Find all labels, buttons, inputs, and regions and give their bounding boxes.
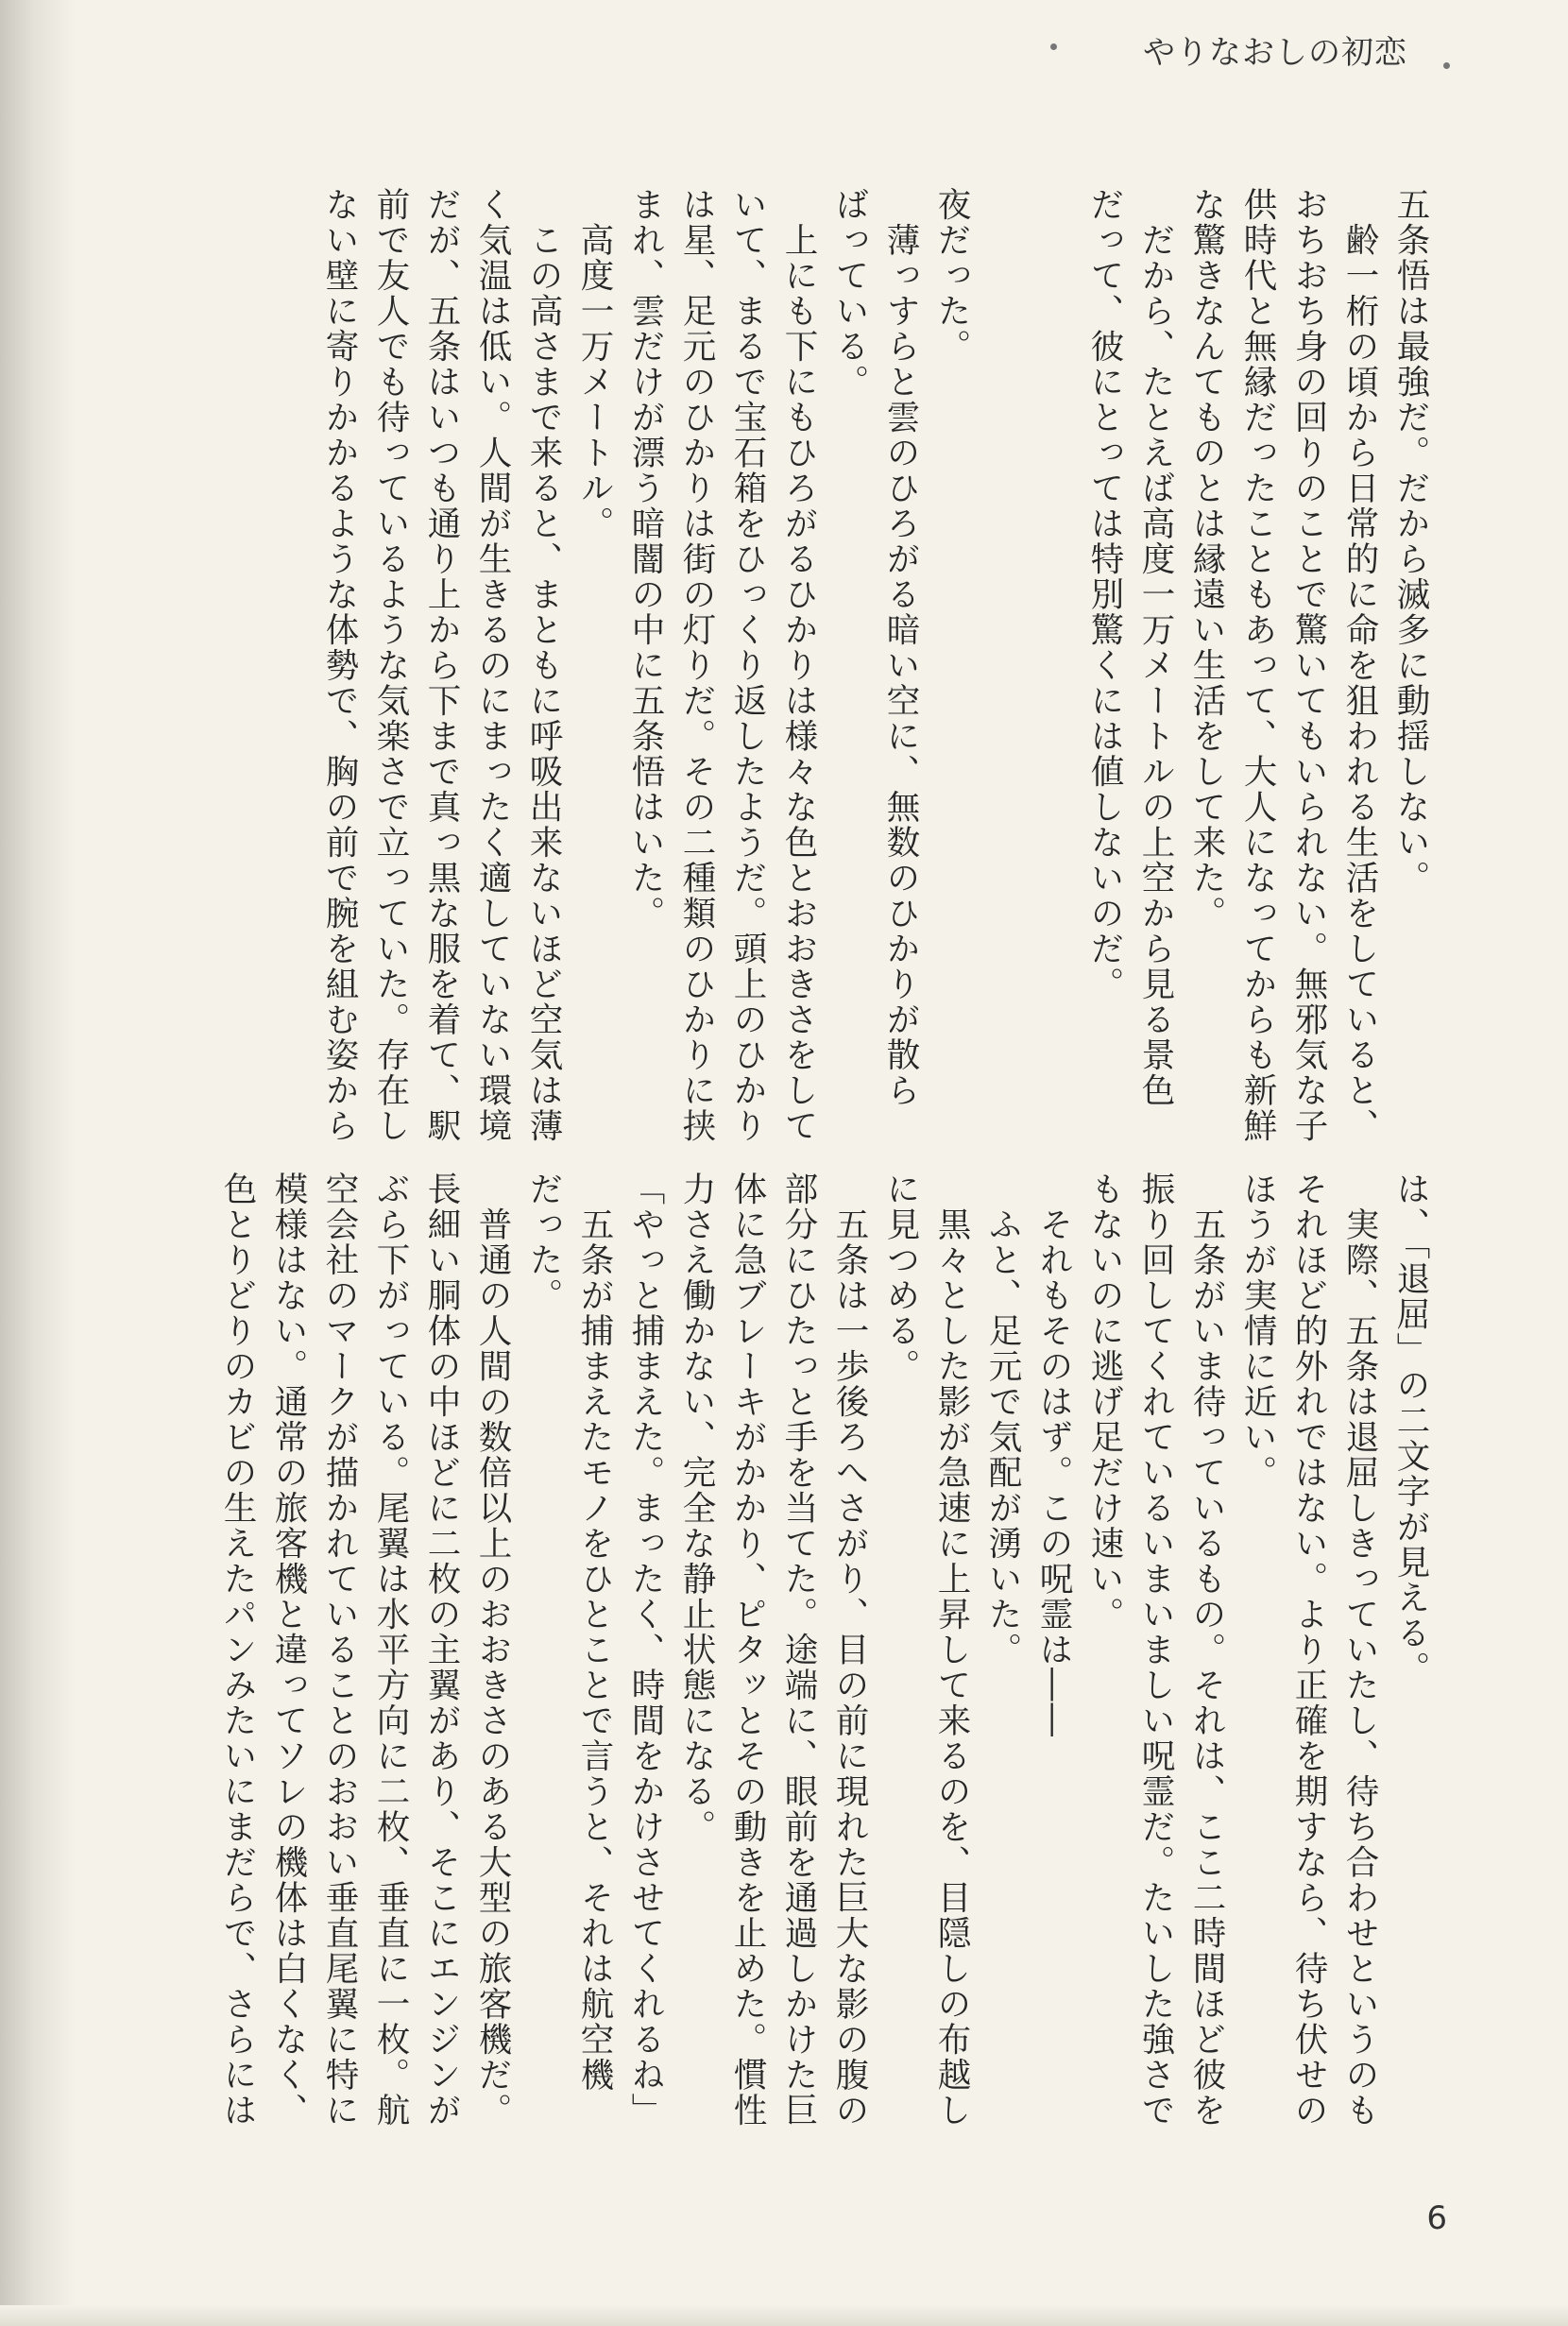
page-number: 6	[1426, 2199, 1447, 2237]
page-bottom-edge	[0, 2305, 1568, 2326]
text-block-bottom: は、「退屈」の二文字が見える。 実際、五条は退屈しきっていたし、待ち合わせというのも それほど的外れではない。より正確を期すなら、待ち伏せの ほうが実情に近い。 五条がいま待っているもの。それは、ここ二時間ほど彼を 振り回してくれているいまいましい呪霊だ。たいした強さで もないのに逃げ足だけ速い。 それもそのはず。この呪霊は―― ふと、足元で気配が湧いた。 黒々とした影が急速に上昇して来るのを、目隠しの布越し に見つめる。 五条は一歩後ろへさがり、目の前に現れた巨大な影の腹の 部分にひたっと手を当てた。途端に、眼前を通過しかけた巨 体に急ブレーキがかかり、ピタッとその動きを止めた。慣性 力さえ働かない、完全な静止状態になる。 「やっと捕まえた。まったく、時間をかけさせてくれるね」 五条が捕まえたモノをひとことで言うと、それは航空機 だった。 普通の人間の数倍以上のおおきさのある大型の旅客機だ。 長細い胴体の中ほどに二枚の主翼があり、そこにエンジンが ぶら下がっている。尾翼は水平方向に二枚、垂直に一枚。航 空会社のマークが描かれていることのおおい垂直尾翼に特に 模様はない。通常の旅客機と違ってソレの機体は白くなく、 色とりどりのカビの生えたパンみたいにまだらで、さらには	[218, 1172, 1430, 2129]
text-block-top: 五条悟は最強だ。だから滅多に動揺しない。 齢一桁の頃から日常的に命を狙われる生活をしていると、 おちおち身の回りのことで驚いてもいられない。無邪気な子 供時代と無縁だったこともあって、大人になってからも新鮮 な驚きなんてものとは縁遠い生活をして来た。 だから、たとえば高度一万メートルの上空から見る景色 だって、彼にとっては特別驚くには値しないのだ。 夜だった。 薄っすらと雲のひろがる暗い空に、無数のひかりが散ら ばっている。 上にも下にもひろがるひかりは様々な色とおおきさをして いて、まるで宝石箱をひっくり返したようだ。頭上のひかり は星、足元のひかりは街の灯りだ。その二種類のひかりに挟 まれ、雲だけが漂う暗闇の中に五条悟はいた。 高度一万メートル。 この高さまで来ると、まともに呼吸出来ないほど空気は薄 く気温は低い。人間が生きるのにまったく適していない環境 だが、五条はいつも通り上から下まで真っ黒な服を着て、駅 前で友人でも待っているような気楽さで立っていた。存在し ない壁に寄りかかるような体勢で、胸の前で腕を組む姿から	[320, 187, 1430, 1144]
running-header-title: やりなおしの初恋	[1143, 34, 1407, 72]
header-ornament-right	[1443, 62, 1450, 69]
page-gutter-shadow	[0, 0, 76, 2326]
header-ornament-left	[1050, 43, 1057, 50]
